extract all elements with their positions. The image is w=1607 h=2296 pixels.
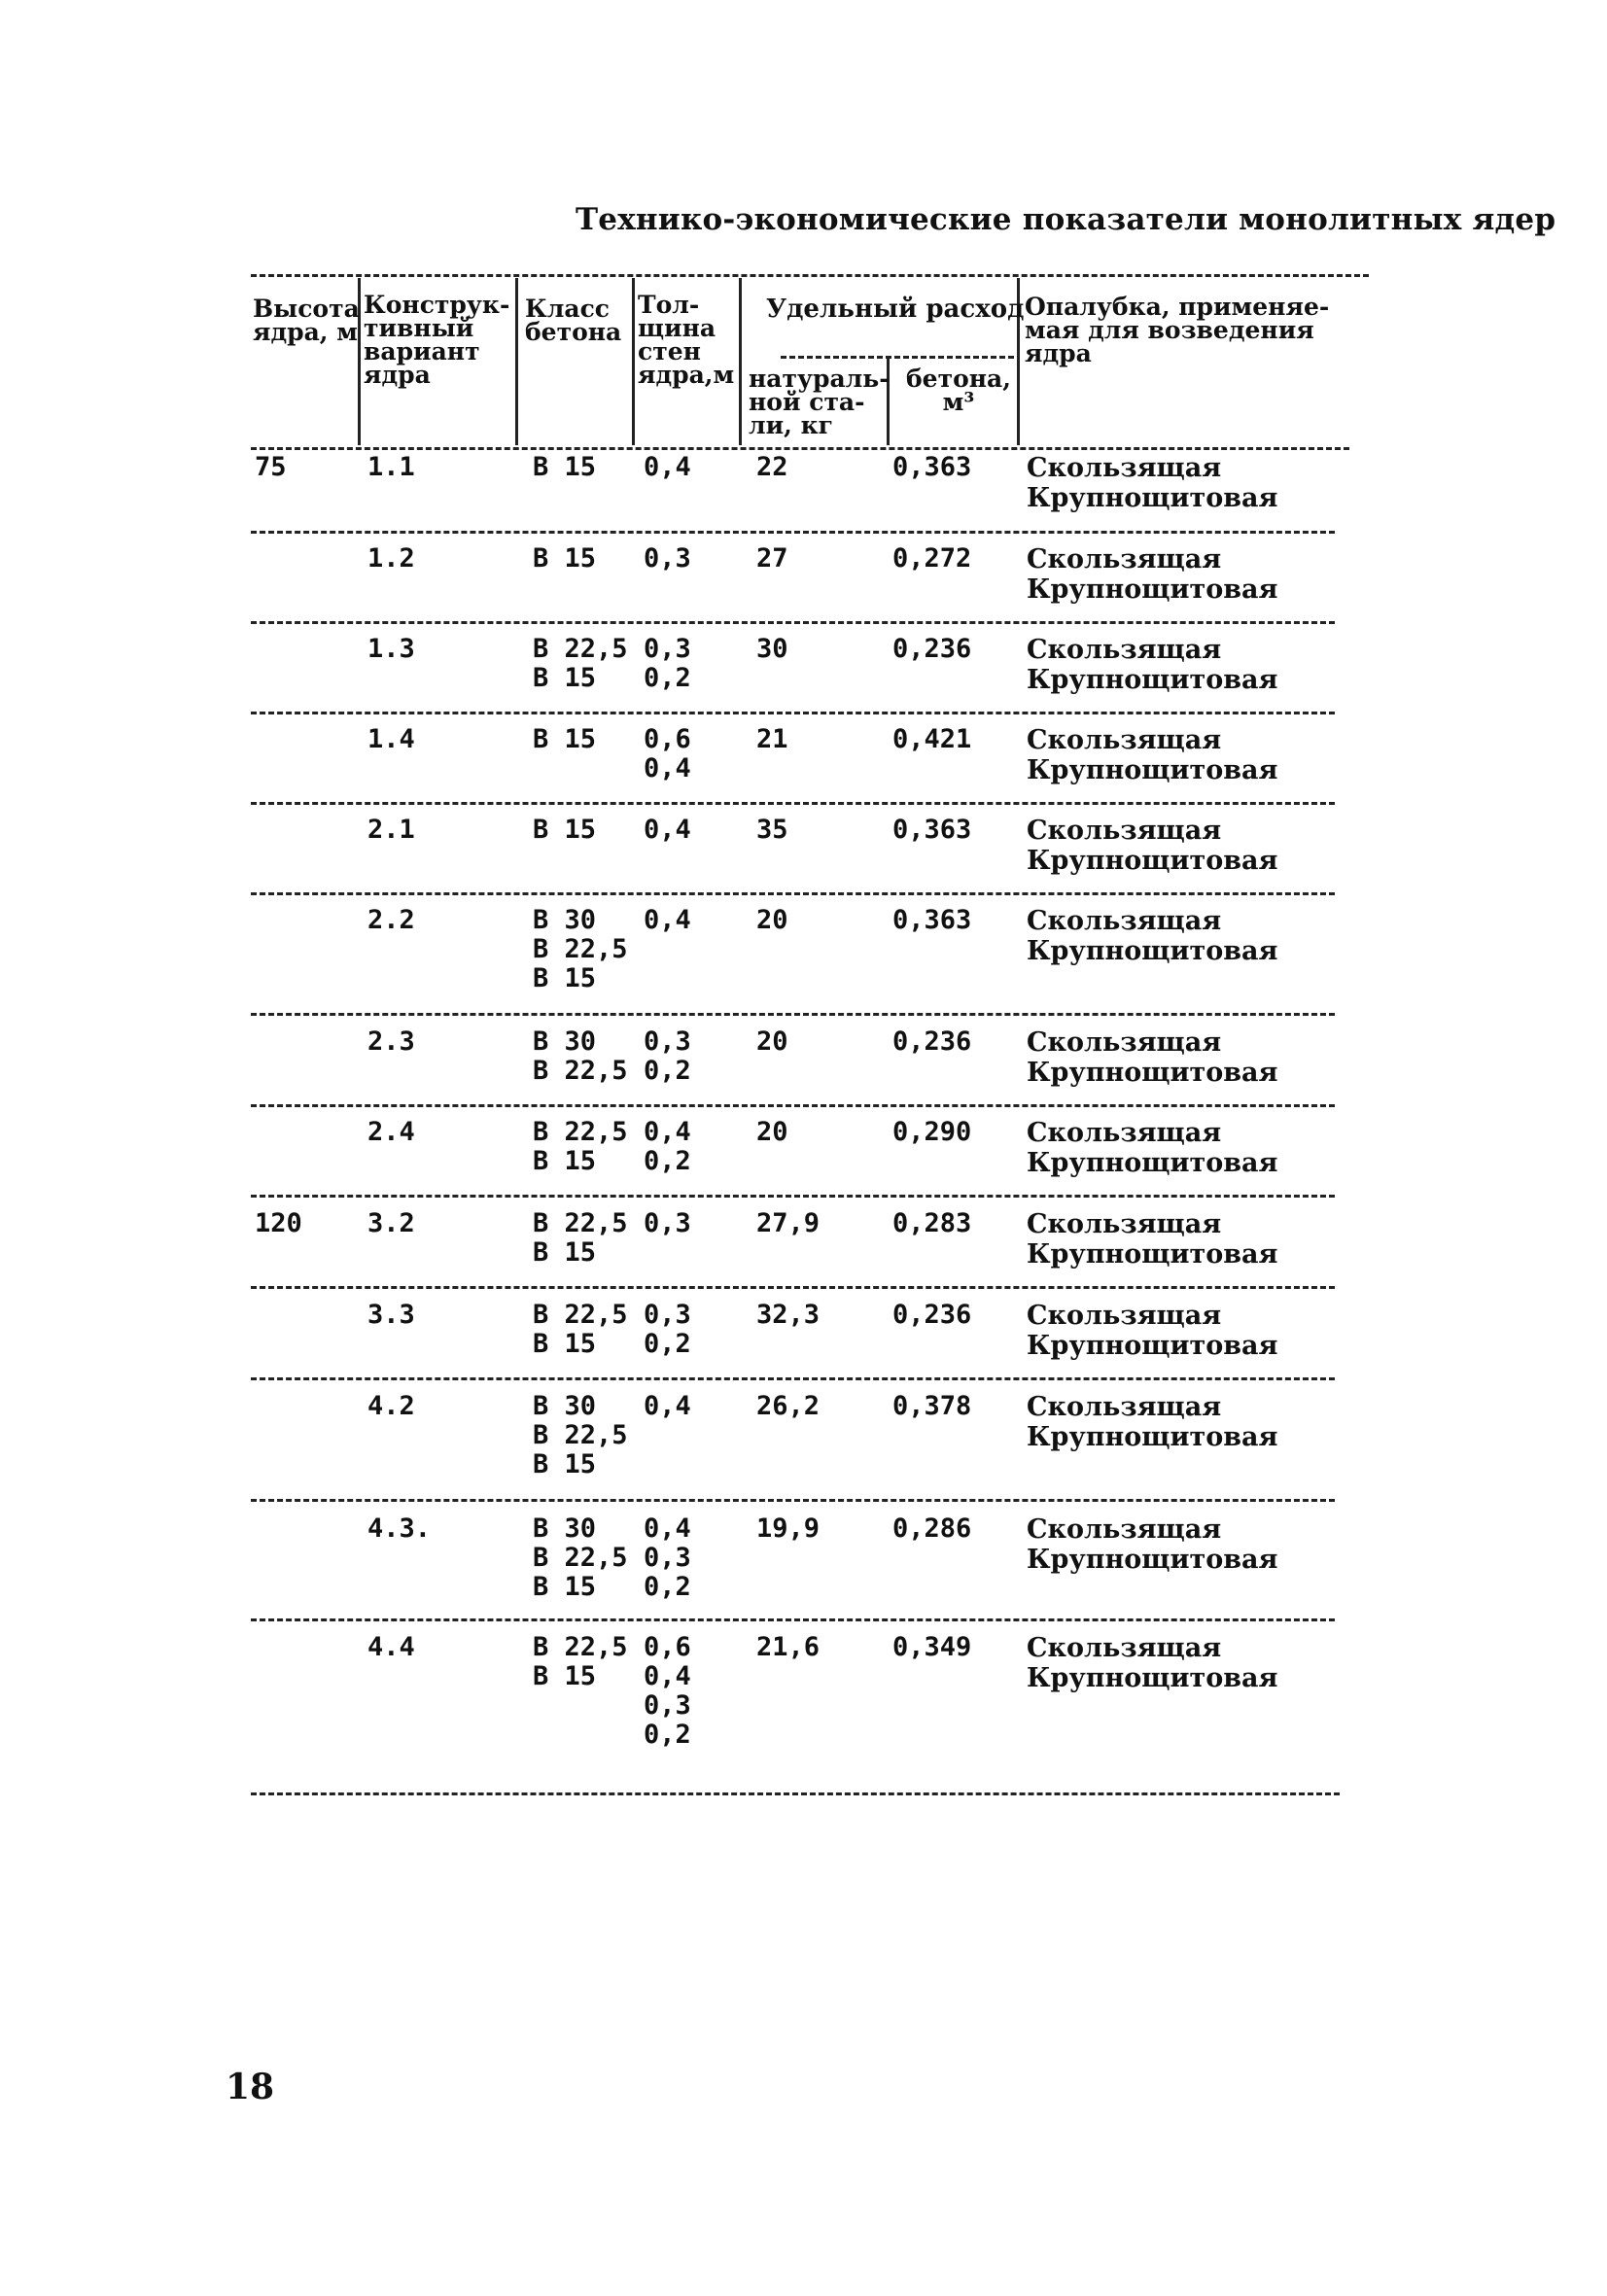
table-cell-formwork: Скользящая Крупнощитовая [1027, 544, 1278, 605]
table-cell-variant: 4.3. [367, 1513, 432, 1544]
table-cell-concrete-class: В 22,5 В 15 [533, 1632, 628, 1691]
table-cell-variant: 1.1 [367, 452, 415, 482]
table-cell-variant: 3.2 [367, 1208, 415, 1238]
table-cell-wall-thickness: 0,4 0,3 0,2 [644, 1513, 691, 1602]
table-cell-concrete-class: В 22,5 В 15 [533, 1208, 628, 1268]
table-cell-concrete: 0,290 [892, 1117, 972, 1147]
row-rule [251, 712, 1335, 714]
table-cell-concrete-class: В 15 [533, 724, 597, 754]
table-cell-steel: 20 [756, 1117, 788, 1147]
row-rule [251, 1792, 1340, 1795]
indicators-table [251, 274, 1369, 1810]
table-cell-concrete: 0,286 [892, 1513, 972, 1544]
table-cell-concrete-class: В 30 В 22,5 В 15 [533, 905, 628, 993]
table-cell-steel: 20 [756, 905, 788, 935]
table-cell-concrete: 0,236 [892, 1300, 972, 1330]
table-cell-variant: 2.2 [367, 905, 415, 935]
table-cell-formwork: Скользящая Крупнощитовая [1027, 725, 1278, 785]
table-cell-variant: 2.1 [367, 815, 415, 845]
table-cell-concrete-class: В 22,5 В 15 [533, 1117, 628, 1176]
header-divider [739, 278, 742, 445]
row-rule [251, 1195, 1335, 1198]
table-cell-concrete-class: В 15 [533, 815, 597, 845]
table-cell-wall-thickness: 0,3 [644, 543, 691, 574]
table-cell-formwork: Скользящая Крупнощитовая [1027, 1027, 1278, 1088]
table-cell-wall-thickness: 0,3 0,2 [644, 1300, 691, 1359]
table-cell-concrete: 0,363 [892, 815, 972, 845]
table-cell-steel: 35 [756, 815, 788, 845]
row-rule [251, 1104, 1335, 1107]
table-cell-variant: 1.2 [367, 543, 415, 574]
table-cell-height: 75 [255, 452, 287, 482]
table-cell-variant: 1.3 [367, 634, 415, 664]
table-cell-formwork: Скользящая Крупнощитовая [1027, 1209, 1278, 1270]
table-cell-concrete-class: В 30 В 22,5 В 15 [533, 1513, 628, 1602]
table-cell-formwork: Скользящая Крупнощитовая [1027, 906, 1278, 966]
table-cell-wall-thickness: 0,4 [644, 905, 691, 935]
table-cell-formwork: Скользящая Крупнощитовая [1027, 1301, 1278, 1361]
header-concrete: бетона, м³ [906, 365, 1011, 416]
table-cell-wall-thickness: 0,3 [644, 1208, 691, 1238]
table-cell-concrete: 0,236 [892, 1026, 972, 1057]
table-cell-formwork: Скользящая Крупнощитовая [1027, 1633, 1278, 1693]
table-cell-wall-thickness: 0,4 [644, 815, 691, 845]
header-height: Высота ядра, м [253, 295, 360, 346]
row-rule [251, 621, 1335, 624]
table-cell-concrete-class: В 15 [533, 452, 597, 482]
table-cell-steel: 32,3 [756, 1300, 821, 1330]
row-rule [251, 1377, 1335, 1380]
table-cell-concrete-class: В 30 В 22,5 В 15 [533, 1391, 628, 1479]
table-cell-concrete: 0,272 [892, 543, 972, 574]
header-steel: натураль- ной ста- ли, кг [749, 365, 890, 439]
table-cell-variant: 2.4 [367, 1117, 415, 1147]
table-cell-wall-thickness: 0,4 0,2 [644, 1117, 691, 1176]
table-cell-concrete: 0,349 [892, 1632, 972, 1662]
table-cell-wall-thickness: 0,3 0,2 [644, 1026, 691, 1086]
table-cell-concrete: 0,283 [892, 1208, 972, 1238]
table-cell-steel: 26,2 [756, 1391, 821, 1421]
table-cell-formwork: Скользящая Крупнощитовая [1027, 635, 1278, 695]
table-cell-steel: 21 [756, 724, 788, 754]
table-top-rule [251, 274, 1369, 277]
table-cell-steel: 27,9 [756, 1208, 821, 1238]
table-cell-variant: 4.2 [367, 1391, 415, 1421]
table-cell-concrete-class: В 22,5 В 15 [533, 634, 628, 693]
table-cell-wall-thickness: 0,3 0,2 [644, 634, 691, 693]
row-rule [251, 1618, 1335, 1621]
table-cell-wall-thickness: 0,6 0,4 [644, 724, 691, 783]
table-cell-steel: 20 [756, 1026, 788, 1057]
table-cell-wall-thickness: 0,4 [644, 452, 691, 482]
table-cell-variant: 4.4 [367, 1632, 415, 1662]
row-rule [251, 892, 1335, 895]
row-rule [251, 1013, 1335, 1016]
header-variant: Конструк- тивный вариант ядра [364, 291, 510, 389]
table-cell-steel: 22 [756, 452, 788, 482]
row-rule [251, 1499, 1335, 1502]
page-title: Технико-экономические показатели монолитных ядер [576, 202, 1556, 237]
table-cell-steel: 27 [756, 543, 788, 574]
header-divider [632, 278, 635, 445]
table-cell-formwork: Скользящая Крупнощитовая [1027, 453, 1278, 513]
subheader-rule [781, 356, 1014, 359]
table-cell-steel: 19,9 [756, 1513, 821, 1544]
table-cell-concrete: 0,363 [892, 905, 972, 935]
table-cell-variant: 3.3 [367, 1300, 415, 1330]
header-bottom-rule [251, 447, 1349, 450]
table-cell-wall-thickness: 0,6 0,4 0,3 0,2 [644, 1632, 691, 1750]
row-rule [251, 531, 1335, 534]
table-cell-formwork: Скользящая Крупнощитовая [1027, 1514, 1278, 1575]
table-cell-concrete: 0,363 [892, 452, 972, 482]
table-cell-formwork: Скользящая Крупнощитовая [1027, 1118, 1278, 1178]
table-cell-height: 120 [255, 1208, 302, 1238]
table-cell-formwork: Скользящая Крупнощитовая [1027, 816, 1278, 876]
header-formwork: Опалубка, применяе- мая для возведения ядра [1025, 293, 1330, 367]
table-cell-variant: 2.3 [367, 1026, 415, 1057]
table-cell-steel: 30 [756, 634, 788, 664]
table-cell-variant: 1.4 [367, 724, 415, 754]
header-wall-thickness: Тол- щина стен ядра,м [638, 291, 735, 389]
page-number: 18 [226, 2067, 275, 2107]
row-rule [251, 1286, 1335, 1289]
table-cell-formwork: Скользящая Крупнощитовая [1027, 1392, 1278, 1452]
header-concrete-class: Класс бетона [525, 295, 622, 346]
row-rule [251, 802, 1335, 805]
table-cell-steel: 21,6 [756, 1632, 821, 1662]
table-cell-concrete: 0,421 [892, 724, 972, 754]
table-cell-concrete-class: В 22,5 В 15 [533, 1300, 628, 1359]
table-cell-concrete: 0,378 [892, 1391, 972, 1421]
table-cell-concrete-class: В 30 В 22,5 [533, 1026, 628, 1086]
header-divider [515, 278, 518, 445]
header-specific-consumption: Удельный расход [766, 295, 1025, 324]
table-cell-wall-thickness: 0,4 [644, 1391, 691, 1421]
table-cell-concrete: 0,236 [892, 634, 972, 664]
table-cell-concrete-class: В 15 [533, 543, 597, 574]
